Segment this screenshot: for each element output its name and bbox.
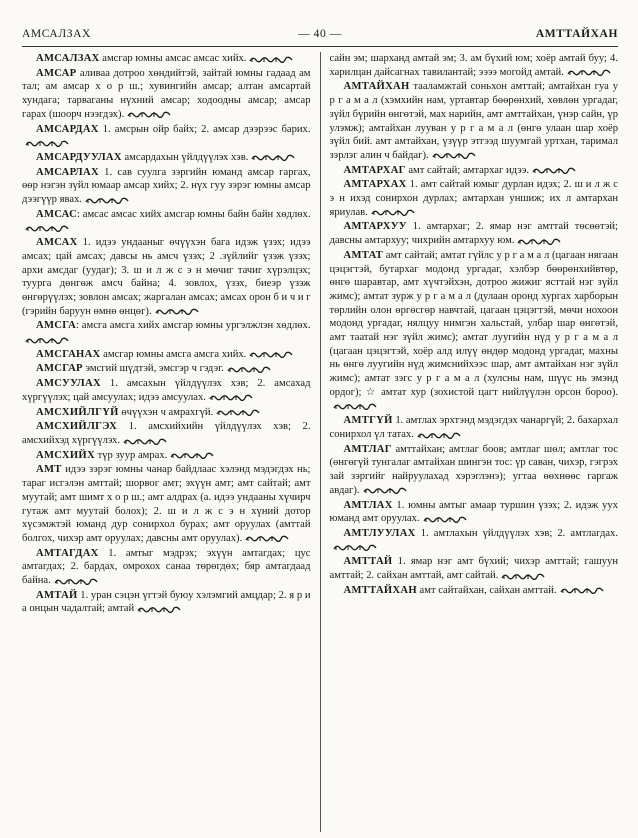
entry-definition: түр зуур амрах. <box>94 449 168 461</box>
entry-headword: АМТ <box>36 464 62 476</box>
entry-definition: 1. идээ ундааныг өчүүхэн бага идэж үзэх; идээ амсах; цай амсах; давсы нь амсч үзэх; 2 .зүйлийг үзэж үзэх; архи амсдаг (уудаг); 3. ш и л ж с э н мөчиг тачиг хүрэлцэх; туурга дөнгөж амсч байна; 4. зовлох, үзэх, биеэр үзэж өнгөрүүлэх; зовлон амсах; жаргалан амсах; амсах орон б и ч и г (гэрийн баруун өмнө өнцөг). <box>22 237 311 317</box>
entry-headword: АМТАЙХАН <box>343 81 410 93</box>
entry-definition: 1. амт сайтай юмыг дурлан идэх; 2. ш и л ж с э н ихэд сонирхон дурлах; амтархан уншиж; их л амтархан яриулав. <box>329 179 618 218</box>
mongolian-script-glyph <box>137 605 181 613</box>
entry-headword: АМСХИЙХ <box>36 449 95 461</box>
mongolian-script-glyph <box>517 237 561 245</box>
entry-definition: 1. амтлахын үйлдүүлэх хэв; 2. амтлагдах. <box>415 527 618 539</box>
mongolian-script-glyph <box>371 208 415 216</box>
dictionary-entry <box>22 406 311 420</box>
mongolian-script-glyph <box>249 350 293 358</box>
entry-headword: АМТЛАХ <box>343 499 393 511</box>
dictionary-entry <box>22 67 311 122</box>
dictionary-entry <box>330 584 619 598</box>
entry-headword: АМТАРХАХ <box>343 179 407 191</box>
mongolian-script-glyph <box>209 393 253 401</box>
dictionary-entry <box>22 166 311 207</box>
dictionary-entry <box>22 151 311 165</box>
dictionary-entry <box>330 52 619 79</box>
entry-headword: АМСУУЛАХ <box>36 378 101 390</box>
columns <box>22 52 618 832</box>
dictionary-entry <box>22 449 311 463</box>
dictionary-entry <box>22 547 311 588</box>
entry-headword: АМТАРХУУ <box>343 221 407 233</box>
entry-definition: 1. юмны амтыг амаар туршин үзэх; 2. идэж уух юманд амт оруулах. <box>329 499 618 525</box>
dictionary-entry <box>330 164 619 178</box>
mongolian-script-glyph <box>25 336 69 344</box>
mongolian-script-glyph <box>25 224 69 232</box>
mongolian-script-glyph <box>501 572 545 580</box>
mongolian-script-glyph <box>251 153 295 161</box>
dictionary-entry <box>22 589 311 616</box>
mongolian-script-glyph <box>333 543 377 551</box>
entry-definition: амттайхан; амтлаг боов; амтлаг шөл; амтлаг тос (өнгөгүй тунгалаг амтайхан шингэн тос: үр саван, чихэр, гэгрэх зай зэргийг найруулахад хэрэглэнэ); угтаа өөхнөөс гаргаж авдаг). <box>329 443 618 496</box>
entry-headword: АМТГҮЙ <box>343 415 393 427</box>
entry-headword: АМСАЛЗАХ <box>36 53 100 64</box>
header-right-guideword: АМТТАЙХАН <box>535 28 618 40</box>
entry-headword: АМТЛУУЛАХ <box>343 527 416 539</box>
entry-headword: АМСГАР <box>36 363 83 375</box>
entry-headword: АМСГАНАХ <box>36 348 101 360</box>
dictionary-entry <box>22 362 311 376</box>
entry-headword: АМСХИЙЛГЭХ <box>36 421 118 433</box>
dictionary-entry <box>330 555 619 582</box>
mongolian-script-glyph <box>85 196 129 204</box>
dictionary-entry <box>22 52 311 66</box>
dictionary-entry <box>330 220 619 247</box>
left-column <box>22 52 320 832</box>
mongolian-script-glyph <box>245 534 289 542</box>
entry-headword: АМСАРДУУЛАХ <box>36 151 122 163</box>
mongolian-script-glyph <box>363 486 407 494</box>
entry-headword: АМСАС <box>36 208 78 220</box>
entry-headword: АМСАРЛАХ <box>36 166 99 178</box>
mongolian-script-glyph <box>54 577 98 585</box>
mongolian-script-glyph <box>417 431 461 439</box>
entry-definition: 1. амсрын ойр байх; 2. амсар дээрээс барих. <box>98 123 311 135</box>
entry-headword: АМСАРДАХ <box>36 123 99 135</box>
dictionary-entry <box>22 208 311 235</box>
entry-headword: АМТАГДАХ <box>36 547 99 559</box>
dictionary-entry <box>22 377 311 404</box>
entry-definition: 1. сав суулга зэргийн юманд амсар гаргах, өөр нэгэн зүйл юмаар амсар хийх; 2. нүх гуу зэрэг юмны амсар дээгүүр явах. <box>22 166 311 206</box>
entry-headword: АМТТАЙХАН <box>343 584 417 596</box>
dictionary-entry <box>330 80 619 162</box>
mongolian-script-glyph <box>127 110 171 118</box>
dictionary-entry <box>22 463 311 545</box>
dictionary-entry <box>22 420 311 447</box>
entry-headword: АМСХИЙЛГҮЙ <box>36 406 119 418</box>
dictionary-entry <box>330 527 619 554</box>
entry-definition: 1. ямар нэг амт бүхий; чихэр амттай; гашуун амттай; 2. сайхан амттай, амт сайтай. <box>329 556 618 582</box>
entry-headword: АМСГА <box>36 320 77 332</box>
dictionary-entry <box>22 123 311 150</box>
entry-definition: амт сайтайхан, сайхан амттай. <box>416 584 557 596</box>
dictionary-entry <box>22 236 311 318</box>
mongolian-script-glyph <box>532 166 576 174</box>
entry-definition: 1. амсахын үйлдүүлэх хэв; 2. амсахад хүргүүлэх; цай амсуулах; идээ амсуулах. <box>22 378 311 403</box>
dictionary-entry <box>330 414 619 441</box>
mongolian-script-glyph <box>216 408 260 416</box>
mongolian-script-glyph <box>423 515 467 523</box>
header-left-guideword: АМСАЛЗАХ <box>22 28 91 40</box>
entry-definition: идээ зэрэг юмны чанар байдлаас хэлэнд мэдэгдэх нь; тараг исгэлэн амттай; шорвог амт; эхүүн амт; амт сайтай; амт муутай; амт шимт х о р ш.; амт алдрах (а. идээ ундааны хүчирч гутаж амт муутай болох); 2. ш и л ж с э н хүний дотор хүсэмжтэй юманд дур сонирхол бурах; амт оруулах (амттай болгох, чихэр амт оруулах; давсны амт оруулах). <box>22 464 311 544</box>
entry-definition: : амсас амсас хийх амсгар юмны байн байн хөдлөх. <box>77 208 311 220</box>
dictionary-entry <box>330 249 619 413</box>
entry-definition: 1. уран сэцэн үгтэй буюу хэлэмгий амцдар; 2. я р и а онцын чадалтай; амтай <box>22 589 311 615</box>
entry-headword: АМТАТ <box>343 249 383 261</box>
mongolian-script-glyph <box>333 402 377 410</box>
mongolian-script-glyph <box>227 365 271 373</box>
entry-headword: АМТАРХАГ <box>343 164 406 176</box>
entry-definition: амсгар юмны амсас амсас хийх. <box>99 53 247 64</box>
entry-definition: : амсга амсга хийх амсгар юмны ургэлжлэн хөдлөх. <box>76 320 311 332</box>
entry-headword: АМСАХ <box>36 237 78 249</box>
entry-definition: амсардахын үйлдүүлэх хэв. <box>121 151 249 163</box>
entry-definition: эмсгий шүдтэй, эмсгэр ч гэдэг. <box>82 363 224 375</box>
dictionary-entry <box>22 348 311 362</box>
entry-definition: амт сайтай; амтархаг идээ. <box>405 164 530 176</box>
entry-headword: АМТАЙ <box>36 589 78 601</box>
dictionary-entry <box>330 443 619 498</box>
entry-definition: 1. амтархаг; 2. ямар нэг амттай төсөөтэй; давсны амтархуу; чихрийн амтархуу юм. <box>329 221 618 247</box>
entry-definition: 1. амтлах эрхтэнд мэдэгдэх чанаргүй; 2. бахархал сонирхол үл татах. <box>329 415 618 440</box>
dictionary-entry <box>22 319 311 346</box>
mongolian-script-glyph <box>249 55 293 63</box>
running-head <box>22 28 618 44</box>
dictionary-entry <box>330 178 619 219</box>
entry-headword: АМТЛАГ <box>343 443 392 455</box>
mongolian-script-glyph <box>432 151 476 159</box>
entry-definition: өчүүхэн ч амрахгүй. <box>118 406 214 418</box>
entry-definition: тааламжтай соньхон амттай; амтайхан гуа у р г а м а л (хэмхийн нам, уртавтар бөөрөнхий, хөвлөн ургадаг, зүйл бүрийн өнгөтэй, мах нарийн, амт амттайхан, үнэр сайн, үр улэмж); амтайхан лууван у р г а м а л (өнгө улаан шар хоёр зүйл бий. амт амтайхан, үзүүр этгээд шуумгай уртхан, таримал зэрлэг алин ч байдаг). <box>329 81 618 161</box>
mongolian-script-glyph <box>25 139 69 147</box>
mongolian-script-glyph <box>567 68 611 76</box>
entry-definition: 1. амсхийхийн үйлдүүлэх хэв; 2. амсхийхэд хүргүүлэх. <box>22 421 311 446</box>
mongolian-script-glyph <box>155 307 199 315</box>
dictionary-entry <box>330 499 619 526</box>
entry-definition: 1. амтыг мэдрэх; эхүүн амтагдах; цус амтагдах; 2. бардах, омрохох санаа төрөгдөх; бяр амтагдаад байна. <box>22 547 311 587</box>
entry-definition: аливаа дотроо хөндийтэй, зайтай юмны гадаад ам тал; ам амсар х о р ш.; хувингийн амсар; алтан амсартай хундага; тарваганы нүхний амсар; ходоодны амсар; амсар гарах (шоорч нээгдэх). <box>22 67 311 120</box>
mongolian-script-glyph <box>560 586 604 594</box>
entry-headword: АМТТАЙ <box>343 556 393 568</box>
page-number: — 40 — <box>298 28 342 40</box>
header-rule <box>22 46 618 47</box>
right-column <box>320 52 619 832</box>
entry-definition: амсгар юмны амсга амсга хийх. <box>100 348 247 360</box>
entry-headword: АМСАР <box>36 67 77 79</box>
mongolian-script-glyph <box>170 451 214 459</box>
mongolian-script-glyph <box>123 437 167 445</box>
entry-definition: сайн эм; шарханд амтай эм; 3. ам бүхий юм; хоёр амтай буу; 4. харилцан дайсагнах тавилантай; ээээ могойд амтай. <box>329 53 618 78</box>
entry-definition: амт сайтай; амтат гүйлс у р г а м а л (цагаан нягаан цэцэгтэй, бутархаг модонд ургадаг, хэлбэр бөөрөнхийвтөр, өнгө шаравтар, амт хүчтэйхэн, дотроо жижиг ясттай нэг зүйл жимс); амтат зурж у р г а м а л (дулаан оронд хургах харборын төрлийн олон өргөсгөр навчтай, цагаан цэцэгтэй, мөчи нохоон модонд ургадаг, нялцуу нимгэн хальстай, улбар шар өнгөтэй, амт таатай нэг зүйл жимс); амтат луугийн нүд у р г а м а л (цагаан цэцэгтэй, хоёр алд илүү өндөр модонд ургадаг, махны нь өнгө луугийн нүд жимснийхээс шар, амт амтайхан нэг зүйл жимс); амтат зэгс у р г а м а л (хулсны нам, шүүс нь эмэнд ордог); ☆ амтат хур (зохистой цагт нийлүүлэн орсон бороо). <box>329 249 618 398</box>
